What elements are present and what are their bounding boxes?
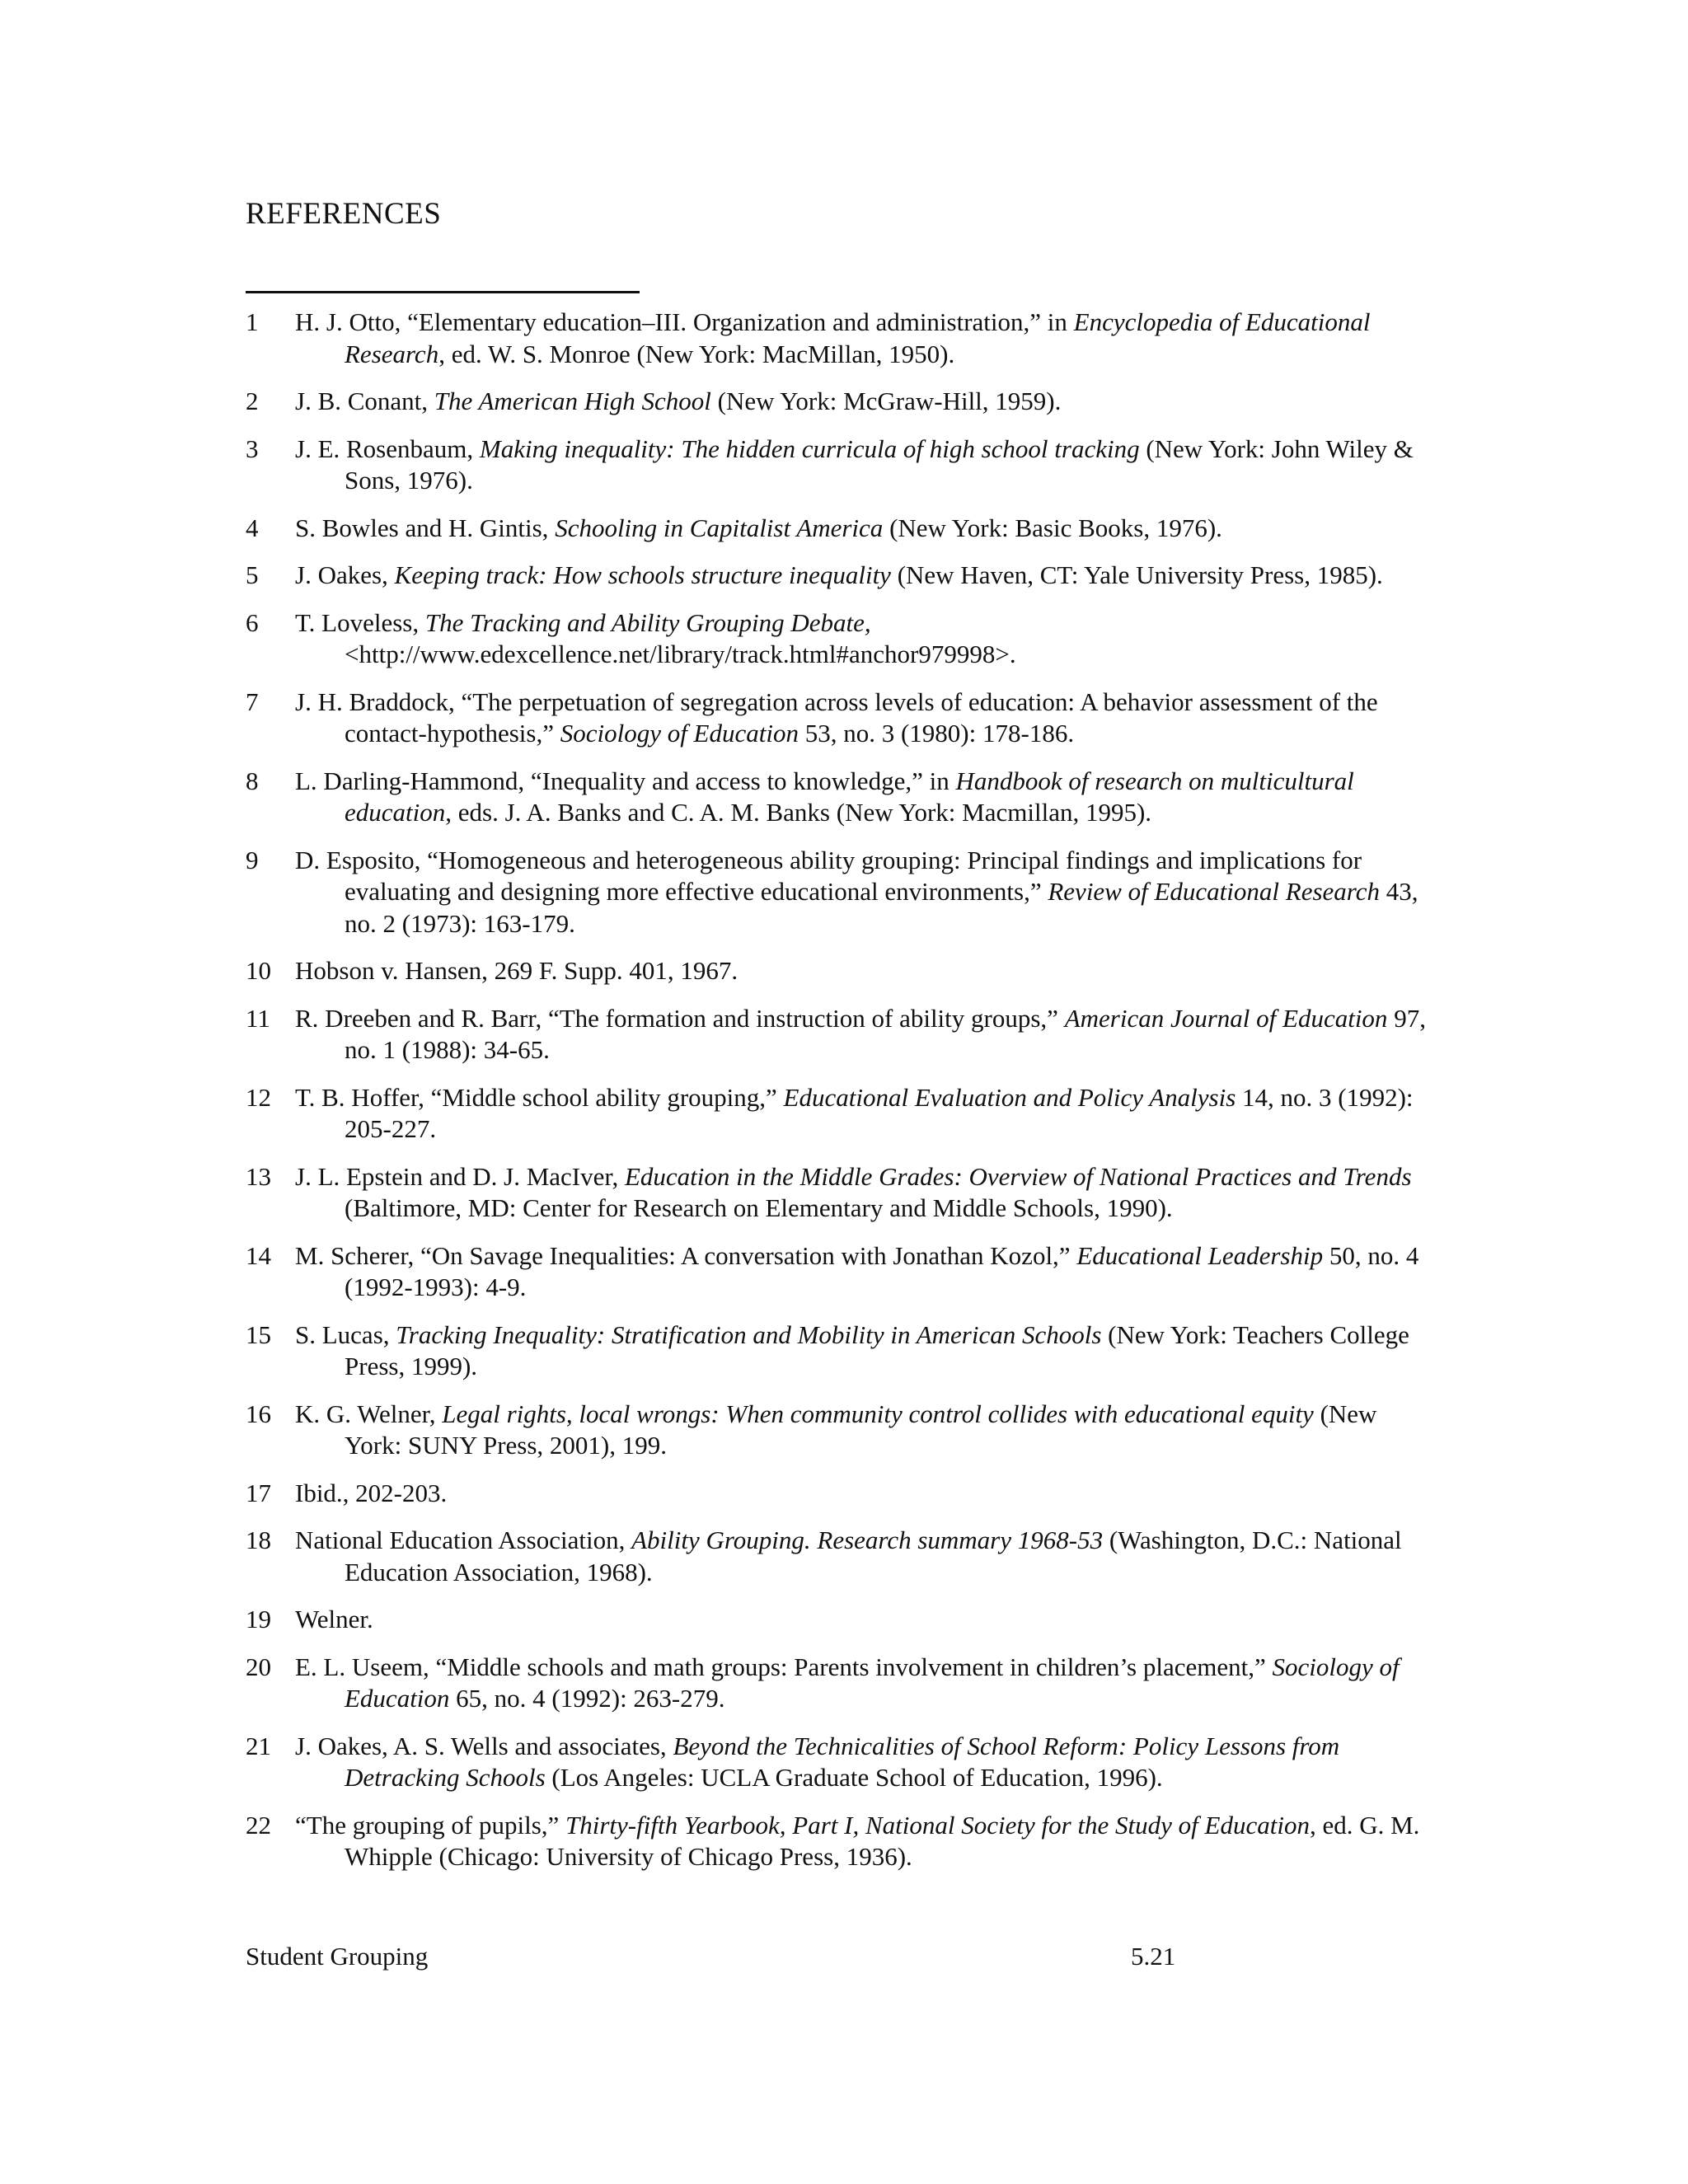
- reference-text: [295, 1399, 1432, 1462]
- reference-text: [295, 1161, 1432, 1225]
- reference-number: 17: [246, 1478, 271, 1507]
- reference-item: [246, 1525, 1432, 1588]
- reference-text: [295, 955, 1432, 987]
- reference-item: [246, 1399, 1432, 1462]
- reference-number: 11: [246, 1003, 270, 1033]
- reference-text-segment: Hobson v. Hansen, 269 F. Supp. 401, 1967.: [295, 956, 738, 985]
- reference-item: [246, 560, 1432, 592]
- reference-text-segment: Ibid., 202-203.: [295, 1478, 448, 1507]
- reference-item: [246, 1240, 1432, 1304]
- reference-text-segment: R. Dreeben and R. Barr, “The formation and instruction of ability groups,”: [295, 1003, 1065, 1033]
- reference-text: [295, 513, 1432, 545]
- reference-text-segment: H. J. Otto, “Elementary education–III. Organization and administration,” in: [295, 307, 1074, 336]
- reference-title-italic: Keeping track: How schools structure inequality: [394, 560, 891, 589]
- reference-text-segment: T. Loveless,: [295, 607, 425, 637]
- reference-number: 9: [246, 845, 259, 874]
- reference-number: 20: [246, 1652, 271, 1681]
- reference-text-segment: J. B. Conant,: [295, 387, 434, 415]
- reference-text-segment: J. Oakes, A. S. Wells and associates,: [295, 1731, 673, 1760]
- reference-item: [246, 1810, 1432, 1873]
- reference-title-italic: Educational Leadership: [1076, 1240, 1324, 1270]
- reference-text: [295, 607, 1432, 671]
- reference-number: 3: [246, 434, 259, 463]
- reference-item: [246, 955, 1432, 987]
- reference-text-segment: M. Scherer, “On Savage Inequalities: A conversation with Jonathan Kozol,”: [295, 1240, 1077, 1270]
- reference-text-segment: J. Oakes,: [295, 560, 395, 589]
- reference-title-italic: The Tracking and Ability Grouping Debate,: [424, 607, 871, 637]
- reference-number: 10: [246, 956, 271, 985]
- reference-text-segment: S. Bowles and H. Gintis,: [295, 513, 556, 542]
- reference-text-segment: J. H. Braddock, “The perpetuation of segregation across levels of education: A behavior assessment of the contact-hypothesis,”: [295, 687, 1378, 748]
- reference-text-segment: (New Haven, CT: Yale University Press, 1985).: [890, 560, 1383, 589]
- reference-number: 21: [246, 1731, 271, 1760]
- reference-title-italic: Ability Grouping. Research summary 1968-53: [631, 1526, 1104, 1554]
- reference-item: [246, 307, 1432, 370]
- reference-text: [295, 845, 1432, 940]
- reference-text: [295, 1319, 1432, 1383]
- reference-text-segment: (New York: John Wiley & Sons, 1976).: [345, 434, 1414, 494]
- reference-title-italic: Education in the Middle Grades: Overview of National Practices and Trends: [624, 1161, 1412, 1191]
- reference-text: [295, 560, 1432, 592]
- reference-text: [295, 1240, 1432, 1304]
- reference-text-segment: , eds. J. A. Banks and C. A. M. Banks (New York: Macmillan, 1995).: [445, 798, 1152, 827]
- reference-number: 8: [246, 766, 259, 795]
- reference-text: [295, 1731, 1432, 1794]
- reference-text-segment: 43, no. 2 (1973): 163-179.: [345, 877, 1418, 938]
- reference-number: 4: [246, 513, 259, 542]
- reference-text: [295, 1604, 1432, 1636]
- reference-item: [246, 1731, 1432, 1794]
- reference-title-italic: Sociology of Education: [560, 719, 799, 748]
- reference-number: 2: [246, 387, 259, 415]
- reference-title-italic: American Journal of Education: [1064, 1003, 1388, 1033]
- reference-number: 13: [246, 1161, 271, 1191]
- reference-item: [246, 766, 1432, 829]
- reference-item: [246, 1082, 1432, 1146]
- reference-text-segment: (New York: McGraw-Hill, 1959).: [710, 387, 1062, 415]
- reference-number: 12: [246, 1082, 271, 1112]
- reference-text-segment: 65, no. 4 (1992): 263-279.: [449, 1684, 725, 1713]
- reference-item: [246, 687, 1432, 750]
- reference-text-segment: T. B. Hoffer, “Middle school ability grouping,”: [295, 1082, 784, 1112]
- reference-item: [246, 1003, 1432, 1066]
- reference-number: 5: [246, 560, 259, 589]
- reference-number: 22: [246, 1810, 271, 1840]
- reference-text-segment: 53, no. 3 (1980): 178-186.: [798, 719, 1075, 748]
- reference-text: [295, 307, 1432, 370]
- reference-text: [295, 687, 1432, 750]
- reference-text-segment: (New York: SUNY Press, 2001), 199.: [345, 1399, 1377, 1460]
- reference-text: [295, 1478, 1432, 1510]
- reference-text: [295, 1003, 1432, 1066]
- reference-item: [246, 1478, 1432, 1510]
- reference-item: [246, 1319, 1432, 1383]
- reference-text-segment: 50, no. 4 (1992-1993): 4-9.: [345, 1240, 1419, 1301]
- reference-text: [295, 1810, 1432, 1873]
- reference-item: [246, 1604, 1432, 1636]
- reference-title-italic: Sociology of Education: [345, 1652, 1400, 1713]
- reference-text: [295, 1525, 1432, 1588]
- reference-number: 14: [246, 1240, 271, 1270]
- reference-number: 1: [246, 307, 259, 336]
- reference-text-segment: L. Darling-Hammond, “Inequality and access to knowledge,” in: [295, 766, 956, 795]
- reference-number: 15: [246, 1319, 271, 1349]
- reference-text-segment: J. E. Rosenbaum,: [295, 434, 480, 463]
- reference-text-segment: National Education Association,: [295, 1526, 632, 1554]
- reference-text-segment: K. G. Welner,: [295, 1399, 443, 1428]
- reference-item: [246, 607, 1432, 671]
- reference-number: 18: [246, 1526, 271, 1554]
- heading-divider: [246, 291, 640, 293]
- reference-text-segment: , ed. W. S. Monroe (New York: MacMillan, 1950).: [438, 339, 955, 368]
- reference-item: [246, 1161, 1432, 1225]
- reference-text-segment: Welner.: [295, 1605, 373, 1633]
- reference-title-italic: Thirty-fifth Yearbook, Part I, National Society for the Study of Education: [565, 1810, 1310, 1840]
- page-number: 5.21: [1131, 1942, 1176, 1971]
- reference-number: 16: [246, 1399, 271, 1428]
- reference-text-segment: <http://www.edexcellence.net/library/track.html#anchor979998>.: [345, 640, 1016, 668]
- reference-text: [295, 1082, 1432, 1146]
- reference-text: [295, 386, 1432, 418]
- reference-text-segment: , ed. G. M. Whipple (Chicago: University of Chicago Press, 1936).: [345, 1810, 1420, 1871]
- reference-number: 7: [246, 687, 259, 716]
- reference-number: 19: [246, 1605, 271, 1633]
- reference-text-segment: 14, no. 3 (1992): 205-227.: [345, 1082, 1414, 1143]
- reference-title-italic: Tracking Inequality: Stratification and Mobility in American Schools: [396, 1319, 1102, 1349]
- reference-text: [295, 434, 1432, 497]
- reference-item: [246, 513, 1432, 545]
- reference-title-italic: Encyclopedia of Educational Research: [345, 307, 1371, 368]
- reference-text: [295, 1652, 1432, 1715]
- reference-item: [246, 845, 1432, 940]
- reference-item: [246, 434, 1432, 497]
- reference-list: [246, 307, 1432, 1889]
- footer-title: Student Grouping: [246, 1942, 429, 1971]
- reference-title-italic: Review of Educational Research: [1048, 877, 1380, 906]
- reference-title-italic: Legal rights, local wrongs: When community control collides with educational equity: [442, 1399, 1314, 1428]
- reference-text-segment: S. Lucas,: [295, 1319, 396, 1349]
- reference-number: 6: [246, 607, 259, 637]
- reference-title-italic: Making inequality: The hidden curricula of high school tracking: [479, 434, 1140, 463]
- reference-text-segment: (New York: Basic Books, 1976).: [883, 513, 1222, 542]
- reference-title-italic: Educational Evaluation and Policy Analysis: [783, 1082, 1236, 1112]
- reference-text-segment: D. Esposito, “Homogeneous and heterogeneous ability grouping: Principal findings and implications for evaluating and designing more effective educational environments,”: [295, 845, 1362, 906]
- reference-text-segment: 97, no. 1 (1988): 34-65.: [345, 1003, 1426, 1064]
- reference-title-italic: The American High School: [434, 387, 711, 415]
- reference-text-segment: (Los Angeles: UCLA Graduate School of Education, 1996).: [545, 1763, 1163, 1792]
- reference-text-segment: E. L. Useem, “Middle schools and math groups: Parents involvement in children’s placement,”: [295, 1652, 1273, 1681]
- reference-item: [246, 386, 1432, 418]
- reference-text-segment: (Baltimore, MD: Center for Research on Elementary and Middle Schools, 1990).: [345, 1193, 1173, 1222]
- reference-text: [295, 766, 1432, 829]
- reference-text-segment: J. L. Epstein and D. J. MacIver,: [295, 1161, 625, 1191]
- reference-title-italic: Schooling in Capitalist America: [555, 513, 884, 542]
- reference-title-italic: Handbook of research on multicultural education: [345, 766, 1354, 827]
- reference-title-italic: Beyond the Technicalities of School Reform: Policy Lessons from Detracking Schools: [345, 1731, 1340, 1792]
- reference-text-segment: (Washington, D.C.: National Education Association, 1968).: [345, 1526, 1402, 1586]
- page-heading: REFERENCES: [246, 197, 442, 231]
- reference-item: [246, 1652, 1432, 1715]
- reference-text-segment: (New York: Teachers College Press, 1999).: [345, 1319, 1409, 1380]
- reference-text-segment: “The grouping of pupils,”: [295, 1810, 566, 1840]
